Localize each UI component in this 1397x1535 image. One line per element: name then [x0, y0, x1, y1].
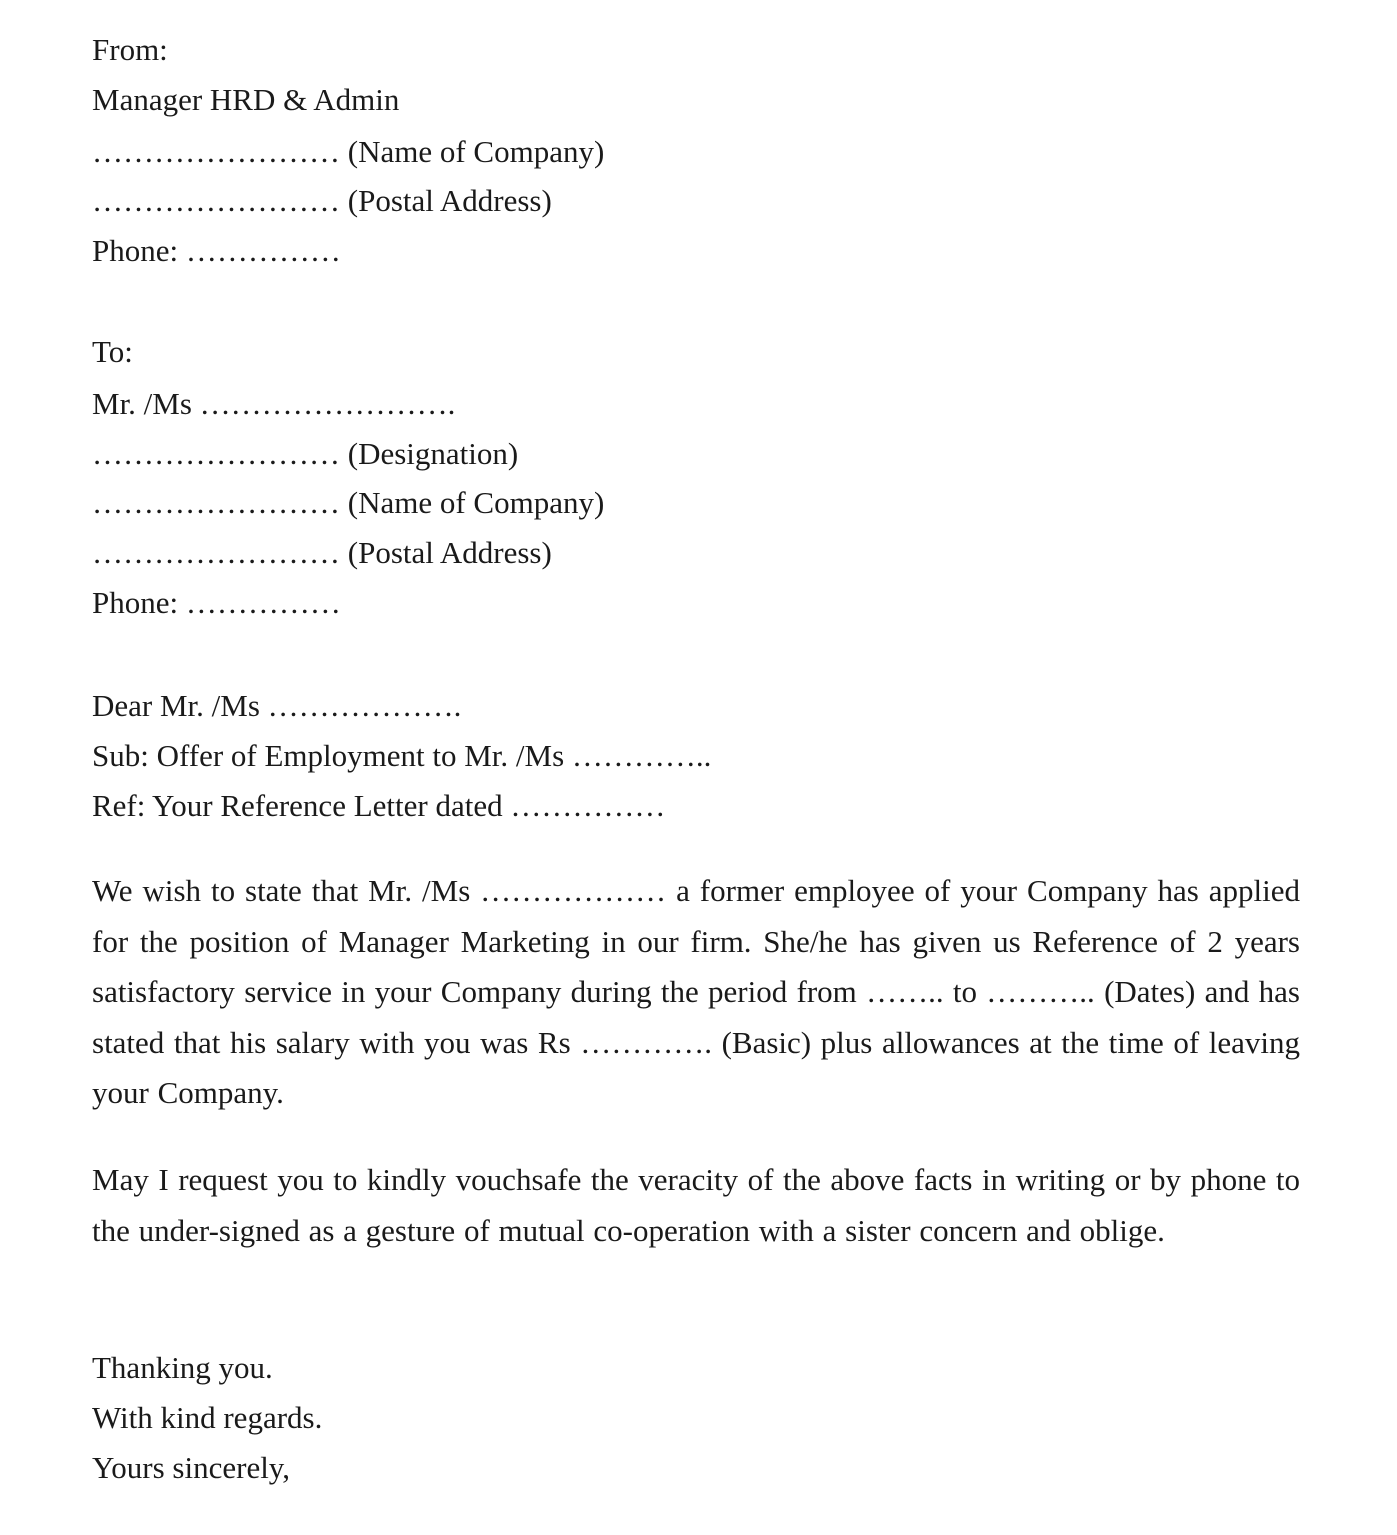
from-label: From: [92, 32, 168, 67]
subject-line: Sub: Offer of Employment to Mr. /Ms ………….. [92, 738, 712, 773]
sender-company: …………………… (Name of Company) [92, 134, 605, 169]
salutation: Dear Mr. /Ms ………………. [92, 688, 462, 723]
to-label: To: [92, 334, 133, 369]
closing-regards: With kind regards. [92, 1400, 323, 1435]
recipient-company: …………………… (Name of Company) [92, 485, 605, 520]
recipient-address: …………………… (Postal Address) [92, 535, 552, 570]
recipient-name: Mr. /Ms ……………………. [92, 386, 456, 421]
sender-title: Manager HRD & Admin [92, 82, 400, 117]
recipient-designation: …………………… (Designation) [92, 436, 519, 471]
sender-phone: Phone: …………… [92, 233, 341, 268]
sender-address: …………………… (Postal Address) [92, 183, 552, 218]
recipient-phone: Phone: …………… [92, 585, 341, 620]
closing-thanks: Thanking you. [92, 1350, 273, 1385]
body-paragraph-2: May I request you to kindly vouchsafe the veracity of the above facts in writing or by phone to the under-signed as a gesture of mutual co-operation with a sister concern and oblige. [92, 1162, 1300, 1248]
body-paragraph-1: We wish to state that Mr. /Ms ……………… a former employee of your Company has applied for the position of Manager Marketing in our firm. She/he has given us Reference of 2 years satisfactory service in your Company during the period from …….. to ……….. (Dates) and has stated that his salary with you was Rs …………. (Basic) plus allowances at the time of leaving your Company. [92, 873, 1300, 1110]
reference-line: Ref: Your Reference Letter dated …………… [92, 788, 666, 823]
closing-sign-off: Yours sincerely, [92, 1450, 291, 1485]
